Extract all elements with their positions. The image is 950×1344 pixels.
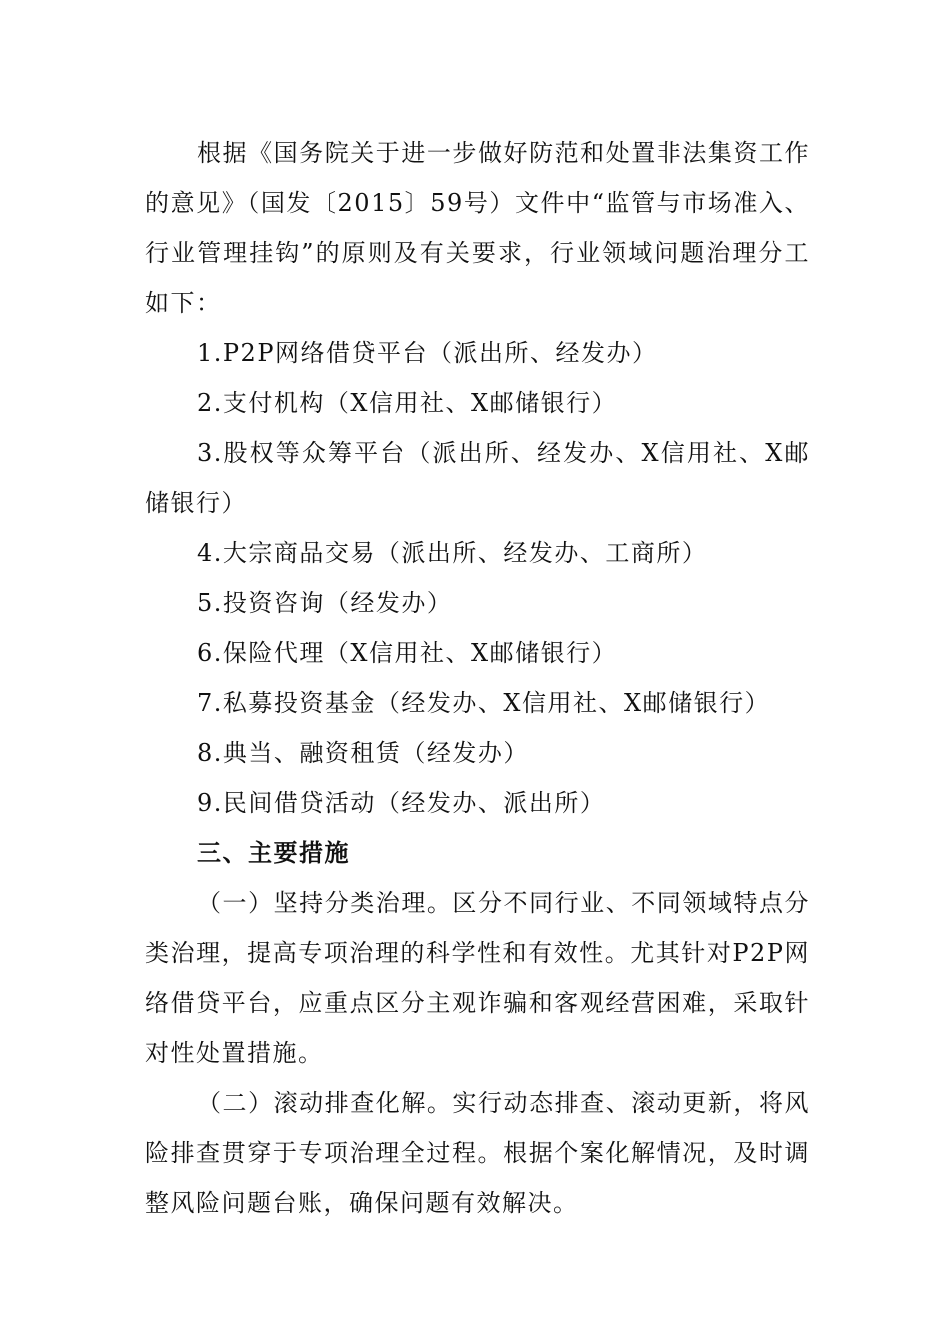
section-heading: 三、主要措施 [197,839,350,867]
list-item: 4.大宗商品交易（派出所、经发办、工商所） [197,539,708,567]
list-item: 8.典当、融资租赁（经发办） [197,739,529,767]
measure-paragraph-2: （二）滚动排查化解。实行动态排查、滚动更新，将风险排查贯穿于专项治理全过程。根据个案化解情况，及时调整风险问题台账，确保问题有效解决。 [145,1089,810,1217]
list-item: 5.投资咨询（经发办） [197,589,453,617]
governance-list [145,328,810,828]
list-item: 3.股权等众筹平台（派出所、经发办、X信用社、X邮储银行） [145,439,810,517]
document-body [145,128,810,1228]
list-item: 9.民间借贷活动（经发办、派出所） [197,789,606,817]
intro-paragraph: 根据《国务院关于进一步做好防范和处置非法集资工作的意见》（国发〔2015〕59号）文件中“监管与市场准入、行业管理挂钩”的原则及有关要求，行业领域问题治理分工如下： [145,139,810,317]
list-item: 2.支付机构（X信用社、X邮储银行） [197,389,618,417]
list-item: 1.P2P网络借贷平台（派出所、经发办） [197,339,658,367]
measure-paragraph-1: （一）坚持分类治理。区分不同行业、不同领域特点分类治理，提高专项治理的科学性和有效性。尤其针对P2P网络借贷平台，应重点区分主观诈骗和客观经营困难，采取针对性处置措施。 [145,889,810,1067]
list-item: 6.保险代理（X信用社、X邮储银行） [197,639,618,667]
list-item: 7.私募投资基金（经发办、X信用社、X邮储银行） [197,689,771,717]
